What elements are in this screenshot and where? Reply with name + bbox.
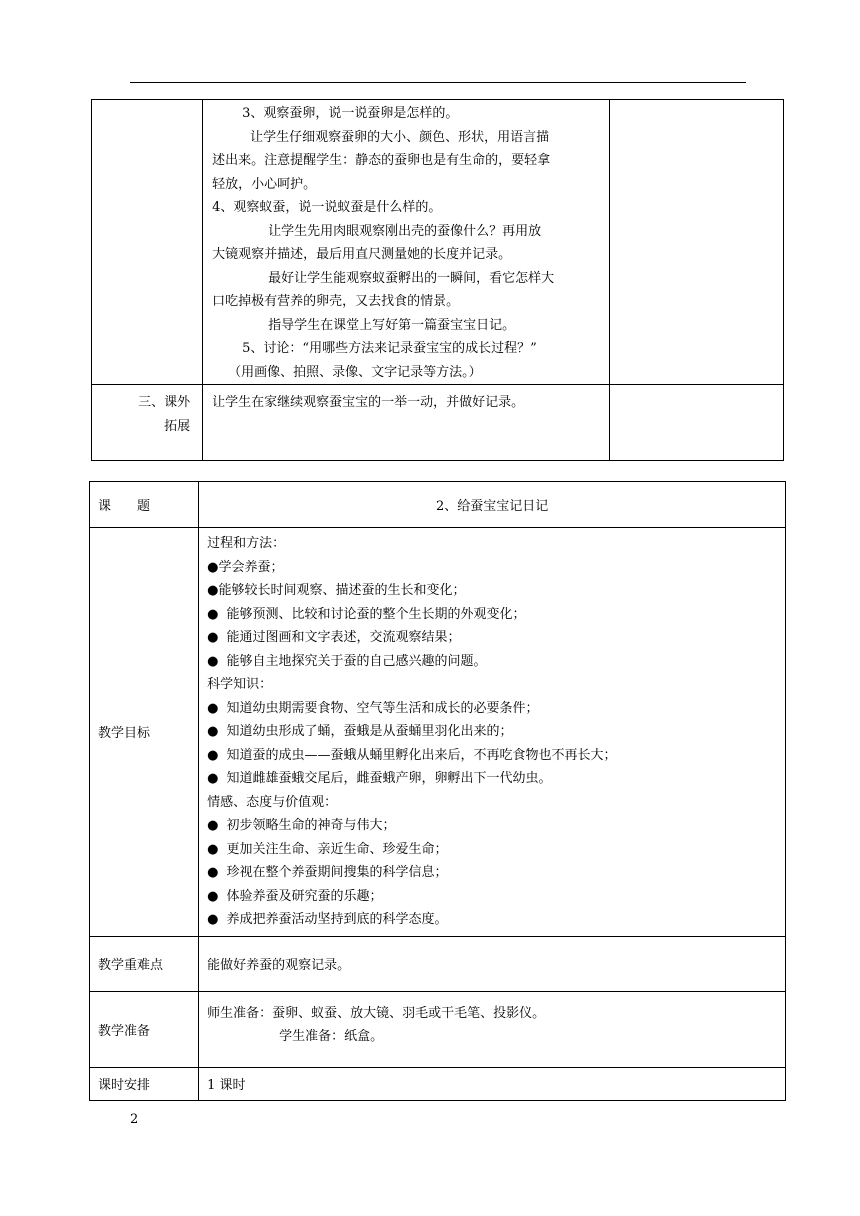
emotion-heading: 情感、态度与价值观： — [207, 794, 338, 810]
table-row — [90, 528, 786, 937]
extension-label-cell — [92, 385, 203, 461]
table-row — [92, 385, 784, 461]
bullet: ● — [207, 606, 219, 622]
lesson-plan-table — [89, 481, 786, 1101]
preparation-line-1: 师生准备：蚕卵、蚁蚕、放大镜、羽毛或干毛笔、投影仪。 — [207, 1005, 546, 1021]
list-item: ● 知道幼虫形成了蛹，蚕蛾是从蚕蛹里羽化出来的； — [207, 724, 513, 739]
bullet: ● — [207, 771, 219, 786]
goals-label: 教学目标 — [90, 528, 199, 937]
preparation-line-2: 学生准备：纸盒。 — [279, 1029, 384, 1044]
table-row — [90, 991, 786, 1067]
bullet: ● — [207, 818, 219, 833]
bullet: ● — [207, 747, 219, 763]
list-item: ● 更加关注生命、亲近生命、珍爱生命； — [207, 841, 448, 857]
list-item: ● 知道幼虫期需要食物、空气等生活和成长的必要条件； — [207, 700, 539, 716]
row-label-cell — [92, 100, 203, 385]
list-item: ● 珍视在整个养蚕期间搜集的科学信息； — [207, 865, 448, 880]
list-item: ● 能够预测、比较和讨论蚕的整个生长期的外观变化； — [207, 606, 526, 622]
list-item: ● 知道雌雄蚕蛾交尾后，雌蚕蛾产卵，卵孵出下一代幼虫。 — [207, 771, 552, 786]
lesson-title: 2、给蚕宝宝记日记 — [199, 482, 786, 528]
bullet: ● — [207, 700, 219, 716]
text-line: 最好让学生能观察蚁蚕孵出的一瞬间，看它怎样大 — [268, 270, 555, 286]
bullet: ● — [207, 653, 219, 669]
extension-text: 让学生在家继续观察蚕宝宝的一举一动，并做好记录。 — [212, 395, 525, 410]
bullet: ● — [207, 724, 219, 739]
step-4-heading: 4、观察蚁蚕，说一说蚁蚕是什么样的。 — [212, 200, 442, 215]
extension-label-line1: 三、课外 — [138, 395, 191, 410]
page-number: 2 — [130, 1112, 139, 1127]
bullet: ● — [207, 559, 219, 575]
notes-cell — [609, 100, 783, 385]
text-line: 大镜观察并描述，最后用直尺测量她的长度并记录。 — [212, 247, 512, 262]
step-3-heading: 3、观察蚕卵，说一说蚕卵是怎样的。 — [242, 106, 459, 121]
text-line: 指导学生在课堂上写好第一篇蚕宝宝日记。 — [268, 317, 516, 333]
schedule-value: 1 课时 — [199, 1067, 786, 1100]
table-row — [90, 1067, 786, 1100]
activity-steps-cell — [203, 100, 610, 385]
text-line: 口吃掉极有营养的卵壳，又去找食的情景。 — [212, 294, 460, 309]
process-heading: 过程和方法： — [207, 536, 286, 551]
list-item: ● 能够自主地探究关于蚕的自己感兴趣的问题。 — [207, 653, 487, 669]
bullet: ● — [207, 912, 219, 927]
extension-content-cell — [203, 385, 610, 461]
schedule-label: 课时安排 — [90, 1067, 199, 1100]
key-point-label: 教学重难点 — [90, 936, 199, 991]
bullet: ● — [207, 583, 219, 598]
notes-cell — [609, 385, 783, 461]
bullet: ● — [207, 888, 219, 904]
text-line: 述出来。注意提醒学生：静态的蚕卵也是有生命的，要轻拿 — [212, 153, 551, 168]
table-row — [90, 482, 786, 528]
key-point-value: 能做好养蚕的观察记录。 — [199, 936, 786, 991]
preparation-content — [199, 991, 786, 1067]
goals-content — [199, 528, 786, 937]
text-line: 让学生先用肉眼观察刚出壳的蚕像什么？再用放 — [268, 223, 542, 239]
list-item: ●能够较长时间观察、描述蚕的生长和变化； — [207, 583, 466, 598]
list-item: ● 能通过图画和文字表述，交流观察结果； — [207, 630, 461, 645]
list-item: ●学会养蚕； — [207, 559, 284, 575]
header-rule — [130, 82, 746, 83]
list-item: ● 养成把养蚕活动坚持到底的科学态度。 — [207, 912, 448, 927]
list-item: ● 初步领略生命的神奇与伟大； — [207, 818, 396, 833]
list-item: ● 体验养蚕及研究蚕的乐趣； — [207, 888, 383, 904]
bullet: ● — [207, 865, 219, 880]
text-line: 让学生仔细观察蚕卵的大小、颜色、形状，用语言描 — [250, 129, 550, 145]
text-line: （用画像、拍照、录像、文字记录等方法。） — [228, 364, 482, 380]
text-line: 轻放，小心呵护。 — [212, 176, 317, 192]
list-item: ● 知道蚕的成虫——蚕蛾从蛹里孵化出来后，不再吃食物也不再长大； — [207, 747, 617, 763]
lesson-table-continued — [91, 99, 784, 461]
preparation-label: 教学准备 — [90, 991, 199, 1067]
title-label: 课 题 — [90, 482, 199, 528]
table-row — [92, 100, 784, 385]
bullet: ● — [207, 841, 219, 857]
knowledge-heading: 科学知识： — [207, 677, 273, 692]
step-5-heading: 5、讨论：“用哪些方法来记录蚕宝宝的成长过程？” — [242, 341, 537, 356]
bullet: ● — [207, 630, 219, 645]
extension-label-line2: 拓展 — [164, 418, 191, 434]
table-row — [90, 936, 786, 991]
